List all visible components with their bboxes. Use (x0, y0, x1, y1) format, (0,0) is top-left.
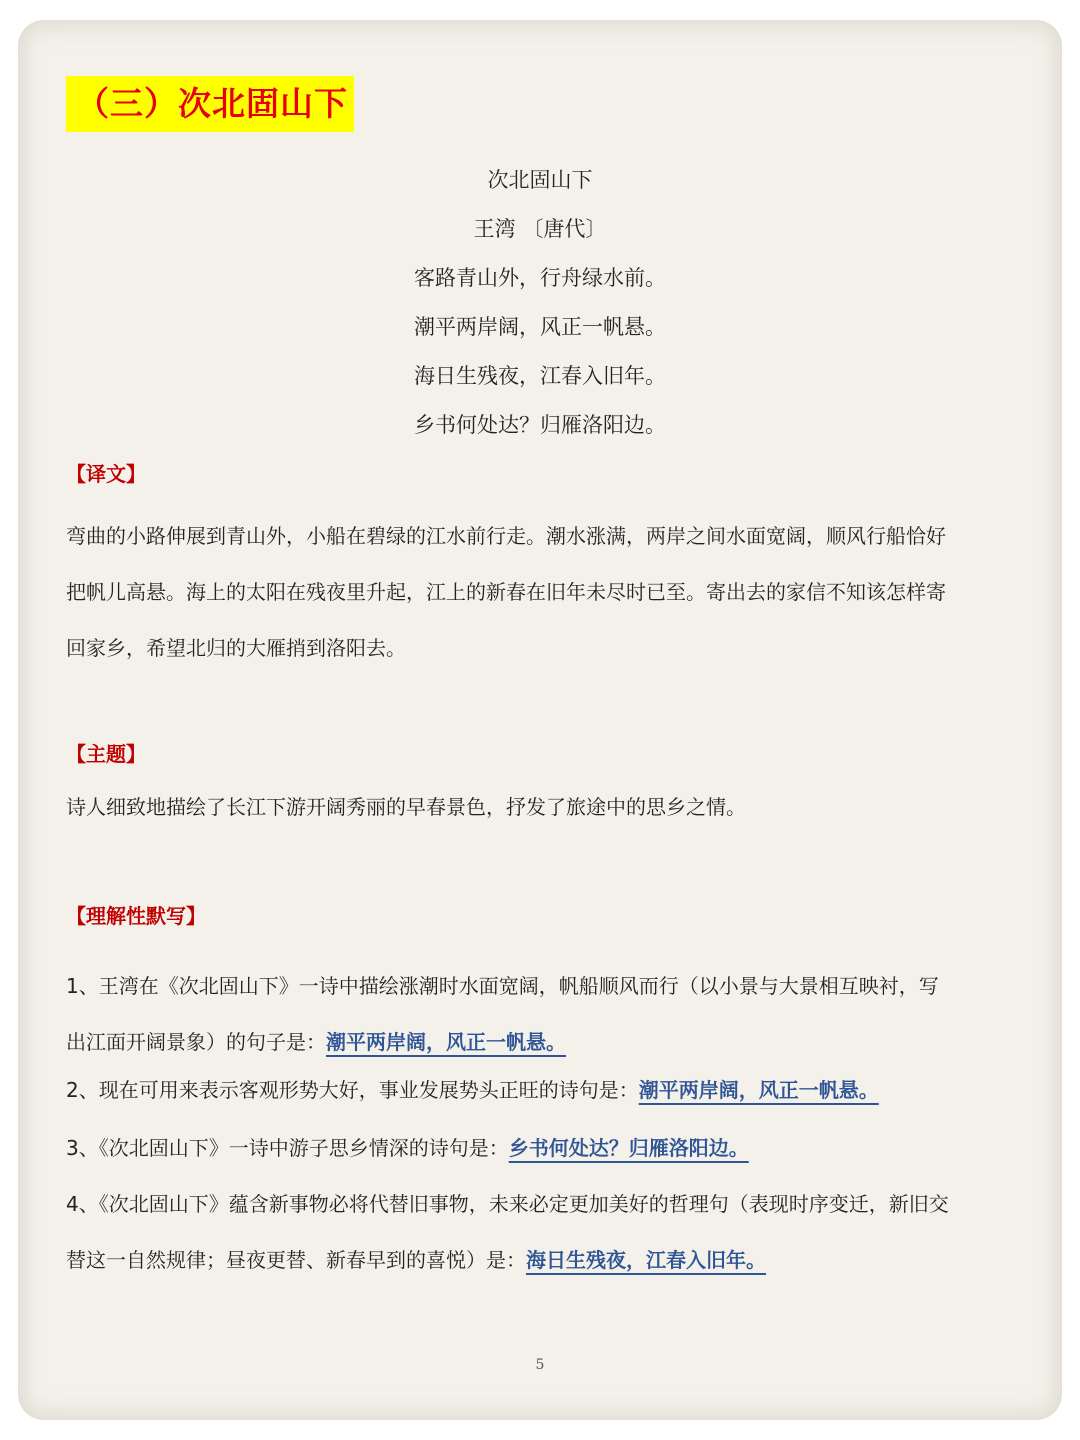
answer-text: 潮平两岸阔，风正一帆悬。 (326, 1030, 566, 1054)
poem-title: 次北固山下 (487, 168, 593, 192)
answer-text: 海日生残夜，江春入旧年。 (526, 1248, 766, 1272)
dictation-question-2 (66, 1070, 1018, 1110)
theme-label: 【主题】 (66, 742, 146, 766)
poem-line: 海日生残夜，江春入旧年。 (414, 364, 666, 388)
translation-row: 弯曲的小路伸展到青山外，小船在碧绿的江水前行走。潮水涨满，两岸之间水面宽阔，顺风行船恰好 (66, 524, 946, 548)
question-text: 2、现在可用来表示客观形势大好，事业发展势头正旺的诗句是： (66, 1078, 639, 1102)
poem-author: 王湾 〔唐代〕 (473, 217, 607, 241)
dictation-question-3 (66, 1128, 1018, 1168)
question-text: 1、王湾在《次北固山下》一诗中描绘涨潮时水面宽阔，帆船顺风而行（以小景与大景相互映衬，写 (66, 974, 939, 998)
question-text: 出江面开阔景象）的句子是： (66, 1030, 326, 1054)
theme-text: 诗人细致地描绘了长江下游开阔秀丽的早春景色，抒发了旅途中的思乡之情。 (66, 795, 746, 819)
poem-line: 潮平两岸阔，风正一帆悬。 (414, 315, 666, 339)
answer-text: 潮平两岸阔，风正一帆悬。 (638, 1078, 879, 1102)
translation-row: 回家乡，希望北归的大雁捎到洛阳去。 (66, 636, 406, 660)
dictation-question-1 (66, 958, 1018, 1070)
question-text: 4、《次北固山下》蕴含新事物必将代替旧事物，未来必定更加美好的哲理句（表现时序变迁，新旧交 (66, 1192, 949, 1216)
poem-line: 客路青山外，行舟绿水前。 (414, 266, 666, 290)
dictation-question-4 (66, 1176, 1018, 1288)
question-text: 3、《次北固山下》一诗中游子思乡情深的诗句是： (66, 1136, 509, 1160)
dictation-label: 【理解性默写】 (66, 904, 206, 928)
section-heading: （三）次北固山下 (66, 76, 354, 132)
answer-text: 乡书何处达？归雁洛阳边。 (508, 1136, 749, 1160)
poem-line: 乡书何处达？归雁洛阳边。 (414, 413, 666, 437)
poem-block (0, 160, 1080, 454)
translation-label: 【译文】 (66, 462, 146, 486)
translation-row: 把帆儿高悬。海上的太阳在残夜里升起，江上的新春在旧年未尽时已至。寄出去的家信不知该怎样寄 (66, 580, 946, 604)
translation-text (66, 508, 1018, 676)
question-text: 替这一自然规律；昼夜更替、新春早到的喜悦）是： (66, 1248, 526, 1272)
page-number: 5 (535, 1357, 545, 1373)
